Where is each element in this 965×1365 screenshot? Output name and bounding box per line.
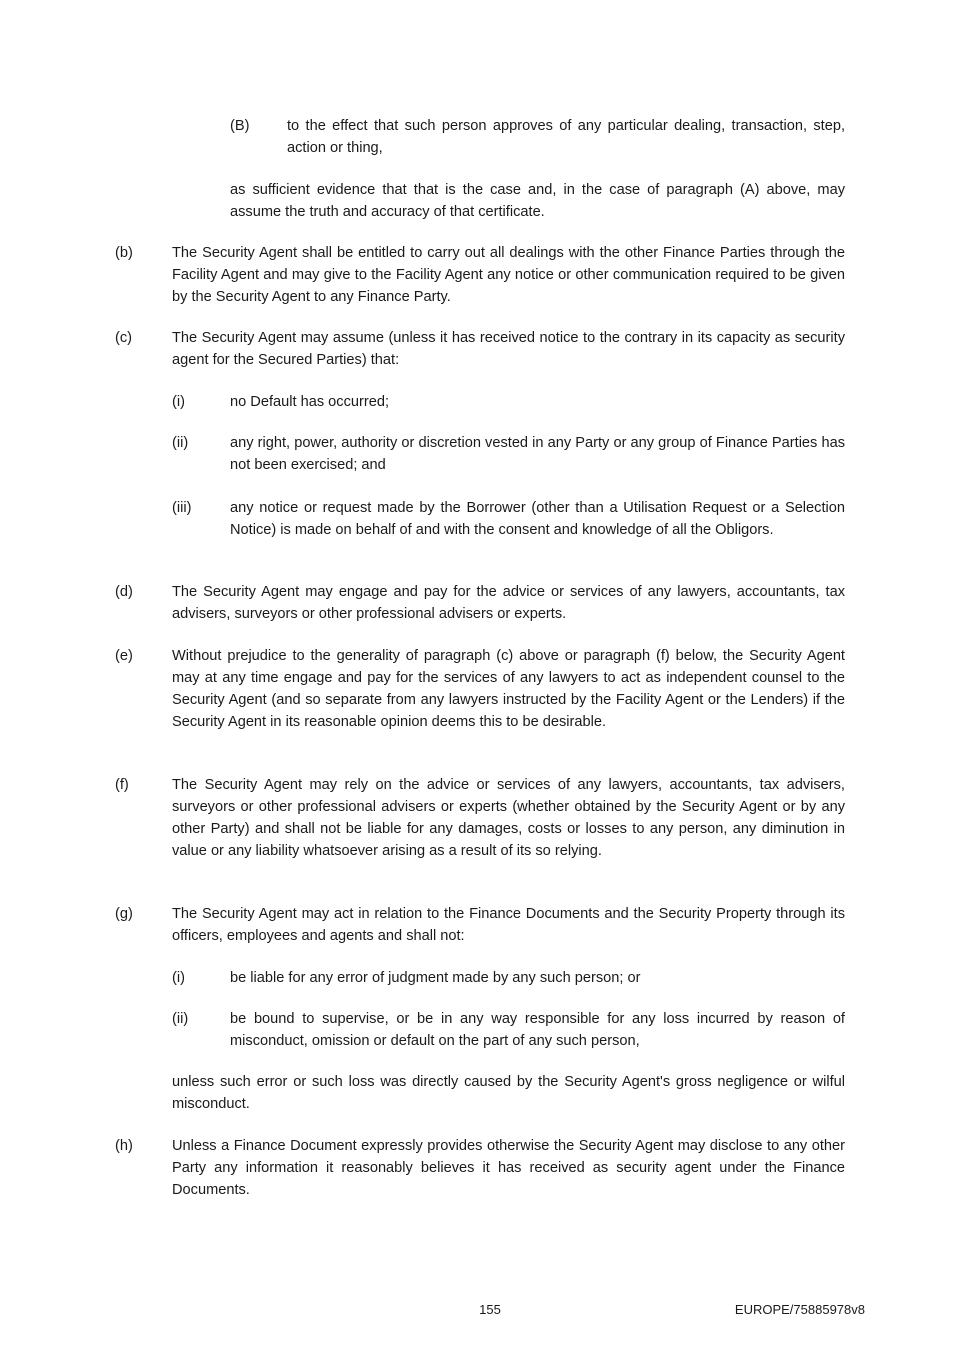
clause-label: (i) bbox=[172, 970, 185, 986]
clause-text: Without prejudice to the generality of paragraph (c) above or paragraph (f) below, the Security Agent may at any time engage and pay for the services of any lawyers to act as independent counsel to the Security Agent (and so separate from any lawyers instructed by the Facility Agent or the Lenders) if the Security Agent in its reasonable opinion deems this to be desirable. bbox=[172, 648, 845, 730]
clause-label: (b) bbox=[115, 245, 133, 261]
continuation-paragraph: as sufficient evidence that that is the case and, in the case of paragraph (A) above, may assume the truth and accuracy of that certificate. bbox=[230, 182, 845, 220]
clause-label: (e) bbox=[115, 648, 133, 664]
clause-text: no Default has occurred; bbox=[230, 394, 389, 410]
clause-label: (c) bbox=[115, 330, 133, 346]
document-reference: EUROPE/75885978v8 bbox=[734, 1302, 865, 1317]
clause-text: The Security Agent may act in relation to the Finance Documents and the Security Property through its officers, employees and agents and shall not: bbox=[172, 906, 845, 944]
page-number: 155 bbox=[479, 1302, 501, 1317]
clause-label: (ii) bbox=[172, 1011, 189, 1027]
clause-label: (g) bbox=[115, 906, 133, 922]
clause-label: (B) bbox=[230, 118, 250, 134]
clause-text: The Security Agent may assume (unless it has received notice to the contrary in its capacity as security agent for the Secured Parties) that: bbox=[172, 330, 845, 368]
clause-text: be liable for any error of judgment made by any such person; or bbox=[230, 970, 641, 986]
clause-text: Unless a Finance Document expressly provides otherwise the Security Agent may disclose to any other Party any information it reasonably believes it has received as security agent under the Finance Documents. bbox=[172, 1138, 845, 1198]
clause-text: The Security Agent may rely on the advice or services of any lawyers, accountants, tax advisers, surveyors or other professional advisers or experts (whether obtained by the Security Agent or by any other Party) and shall not be liable for any damages, costs or losses to any person, any diminution in value or any liability whatsoever arising as a result of its so relying. bbox=[172, 777, 845, 859]
clause-text: be bound to supervise, or be in any way responsible for any loss incurred by reason of misconduct, omission or default on the part of any such person, bbox=[230, 1011, 845, 1049]
continuation-paragraph: unless such error or such loss was directly caused by the Security Agent's gross negligence or wilful misconduct. bbox=[172, 1074, 845, 1112]
clause-text: to the effect that such person approves of any particular dealing, transaction, step, action or thing, bbox=[287, 118, 845, 156]
clause-label: (iii) bbox=[172, 500, 192, 516]
clause-label: (h) bbox=[115, 1138, 133, 1154]
clause-text: any right, power, authority or discretion vested in any Party or any group of Finance Parties has not been exercised; and bbox=[230, 435, 845, 473]
clause-label: (f) bbox=[115, 777, 129, 793]
clause-label: (d) bbox=[115, 584, 133, 600]
clause-label: (ii) bbox=[172, 435, 189, 451]
clause-label: (i) bbox=[172, 394, 185, 410]
clause-text: The Security Agent may engage and pay for the advice or services of any lawyers, accountants, tax advisers, surveyors or other professional advisers or experts. bbox=[172, 584, 845, 622]
clause-text: any notice or request made by the Borrower (other than a Utilisation Request or a Selection Notice) is made on behalf of and with the consent and knowledge of all the Obligors. bbox=[230, 500, 845, 538]
clause-text: The Security Agent shall be entitled to carry out all dealings with the other Finance Parties through the Facility Agent and may give to the Facility Agent any notice or other communication required to be given by the Security Agent to any Finance Party. bbox=[172, 245, 845, 305]
